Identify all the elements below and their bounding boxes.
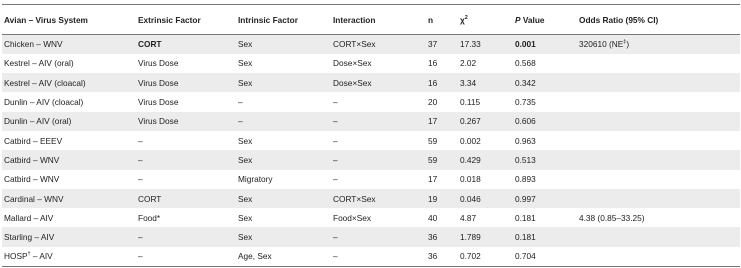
cell-interaction: Dose×Sex: [333, 77, 372, 88]
system-name: Catbird – WNV: [4, 154, 60, 165]
cell-extrinsic-factor: Virus Dose: [138, 58, 179, 69]
table-row: [2, 54, 740, 73]
cell-n: 36: [428, 251, 438, 262]
system-name: HOSP: [4, 251, 28, 262]
odds-footnote-mark: ‡: [623, 39, 627, 46]
cell-chi-square: 0.702: [460, 251, 481, 262]
cell-p-value: 0.893: [515, 174, 536, 185]
cell-intrinsic-factor: Sex: [238, 154, 253, 165]
cell-p-value: 0.001: [515, 39, 536, 50]
cell-extrinsic-factor: –: [138, 232, 143, 243]
p-value-word: Value: [520, 14, 545, 25]
odds-ratio-value: 320610 (NE: [579, 39, 624, 50]
cell-chi-square: 0.267: [460, 116, 481, 127]
cell-p-value: 0.704: [515, 251, 536, 262]
cell-odds-ratio: [577, 150, 740, 169]
odds-ratio-rest: ): [626, 39, 630, 50]
system-name: Starling – AIV: [4, 232, 55, 243]
cell-n: 36: [428, 232, 438, 243]
cell-odds-ratio: [577, 227, 740, 246]
cell-system: [2, 92, 136, 111]
table-row: [2, 170, 740, 189]
cell-extrinsic-factor: –: [138, 154, 143, 165]
chi-superscript: 2: [464, 14, 468, 21]
cell-odds-ratio: [577, 54, 740, 73]
system-name: Kestrel – AIV (cloacal): [4, 77, 86, 88]
cell-intrinsic-factor: –: [238, 97, 243, 108]
cell-p-value: 0.342: [515, 77, 536, 88]
cell-extrinsic-factor: CORT: [138, 193, 162, 204]
cell-system: [2, 112, 136, 131]
cell-system: [2, 208, 136, 227]
cell-chi-square: 17.33: [460, 39, 481, 50]
cell-n: 17: [428, 174, 438, 185]
system-name: Kestrel – AIV (oral): [4, 58, 74, 69]
cell-chi-square: 2.02: [460, 58, 477, 69]
cell-odds-ratio: [577, 189, 740, 208]
cell-extrinsic-factor: Food*: [138, 212, 161, 223]
system-name: Catbird – WNV: [4, 174, 60, 185]
cell-intrinsic-factor: –: [238, 116, 243, 127]
cell-n: 59: [428, 154, 438, 165]
header-odds-ratio: Odds Ratio (95% CI): [579, 14, 659, 25]
cell-intrinsic-factor: Sex: [238, 77, 253, 88]
header-extrinsic-factor: Extrinsic Factor: [138, 14, 201, 25]
cell-intrinsic-factor: Sex: [238, 212, 253, 223]
cell-chi-square: 0.046: [460, 193, 481, 204]
cell-n: 16: [428, 58, 438, 69]
table-row: [2, 247, 740, 266]
cell-p-value: 0.568: [515, 58, 536, 69]
system-name: Dunlin – AIV (cloacal): [4, 97, 84, 108]
results-table-container: [2, 4, 740, 267]
cell-p-value: 0.606: [515, 116, 536, 127]
cell-odds-ratio: [577, 208, 740, 227]
cell-interaction: –: [333, 116, 338, 127]
cell-extrinsic-factor: Virus Dose: [138, 77, 179, 88]
cell-extrinsic-factor: –: [138, 174, 143, 185]
cell-extrinsic-factor: –: [138, 135, 143, 146]
header-n: n: [428, 14, 434, 25]
cell-system: [2, 150, 136, 169]
cell-interaction: CORT×Sex: [333, 193, 376, 204]
cell-interaction: –: [333, 135, 338, 146]
cell-odds-ratio: [577, 112, 740, 131]
cell-intrinsic-factor: Migratory: [238, 174, 273, 185]
table-row: [2, 208, 740, 227]
cell-intrinsic-factor: Sex: [238, 193, 253, 204]
cell-p-value: 0.513: [515, 154, 536, 165]
cell-system: [2, 131, 136, 150]
cell-intrinsic-factor: Sex: [238, 58, 253, 69]
cell-odds-ratio: [577, 35, 740, 54]
cell-n: 40: [428, 212, 438, 223]
table-row: [2, 150, 740, 169]
table-row: [2, 35, 740, 54]
cell-system: [2, 247, 136, 266]
cell-extrinsic-factor: CORT: [138, 39, 162, 50]
cell-system: [2, 170, 136, 189]
cell-intrinsic-factor: Sex: [238, 232, 253, 243]
cell-chi-square: 0.018: [460, 174, 481, 185]
cell-intrinsic-factor: Sex: [238, 39, 253, 50]
cell-n: 37: [428, 39, 438, 50]
cell-chi-square: 0.002: [460, 135, 481, 146]
cell-odds-ratio: [577, 247, 740, 266]
cell-odds-ratio: [577, 73, 740, 92]
cell-system: [2, 73, 136, 92]
cell-intrinsic-factor: Sex: [238, 135, 253, 146]
cell-p-value: 0.181: [515, 232, 536, 243]
table-row: [2, 189, 740, 208]
cell-interaction: Food×Sex: [333, 212, 372, 223]
cell-system: [2, 35, 136, 54]
results-table: [2, 4, 740, 267]
cell-intrinsic-factor: Age, Sex: [238, 251, 272, 262]
system-name-rest: – AIV: [30, 251, 53, 262]
table-row: [2, 131, 740, 150]
cell-p-value: 0.735: [515, 97, 536, 108]
table-row: [2, 112, 740, 131]
cell-odds-ratio: [577, 131, 740, 150]
cell-odds-ratio: [577, 92, 740, 111]
odds-ratio-value: 4.38 (0.85–33.25): [579, 212, 645, 223]
cell-chi-square: 0.429: [460, 154, 481, 165]
cell-p-value: 0.997: [515, 193, 536, 204]
cell-interaction: –: [333, 174, 338, 185]
cell-chi-square: 1.789: [460, 232, 481, 243]
cell-p-value: 0.963: [515, 135, 536, 146]
cell-interaction: –: [333, 232, 338, 243]
table-row: [2, 227, 740, 246]
cell-interaction: –: [333, 154, 338, 165]
system-name: Mallard – AIV: [4, 212, 54, 223]
table-row: [2, 92, 740, 111]
cell-n: 19: [428, 193, 438, 204]
cell-n: 16: [428, 77, 438, 88]
cell-extrinsic-factor: –: [138, 251, 143, 262]
chi-symbol: χ: [460, 14, 465, 25]
cell-chi-square: 4.87: [460, 212, 477, 223]
cell-p-value: 0.181: [515, 212, 536, 223]
cell-n: 20: [428, 97, 438, 108]
header-system: Avian – Virus System: [4, 14, 88, 25]
cell-odds-ratio: [577, 170, 740, 189]
cell-interaction: –: [333, 97, 338, 108]
cell-system: [2, 227, 136, 246]
cell-interaction: CORT×Sex: [333, 39, 376, 50]
cell-system: [2, 54, 136, 73]
cell-interaction: –: [333, 251, 338, 262]
system-name: Cardinal – WNV: [4, 193, 64, 204]
p-symbol: P: [515, 14, 521, 25]
header-row: [2, 5, 740, 35]
cell-n: 17: [428, 116, 438, 127]
cell-extrinsic-factor: Virus Dose: [138, 97, 179, 108]
table-header: [2, 5, 740, 35]
cell-chi-square: 0.115: [460, 97, 481, 108]
system-name: Chicken – WNV: [4, 39, 63, 50]
cell-chi-square: 3.34: [460, 77, 477, 88]
cell-n: 59: [428, 135, 438, 146]
system-name: Dunlin – AIV (oral): [4, 116, 72, 127]
header-interaction: Interaction: [333, 14, 376, 25]
header-chi-square: [458, 5, 513, 35]
table-row: [2, 73, 740, 92]
cell-extrinsic-factor: Virus Dose: [138, 116, 179, 127]
header-intrinsic-factor: Intrinsic Factor: [238, 14, 298, 25]
cell-system: [2, 189, 136, 208]
system-footnote-mark: †: [27, 251, 31, 258]
table-body: [2, 35, 740, 267]
header-p-value: [513, 5, 577, 35]
cell-interaction: Dose×Sex: [333, 58, 372, 69]
system-name: Catbird – EEEV: [4, 135, 63, 146]
